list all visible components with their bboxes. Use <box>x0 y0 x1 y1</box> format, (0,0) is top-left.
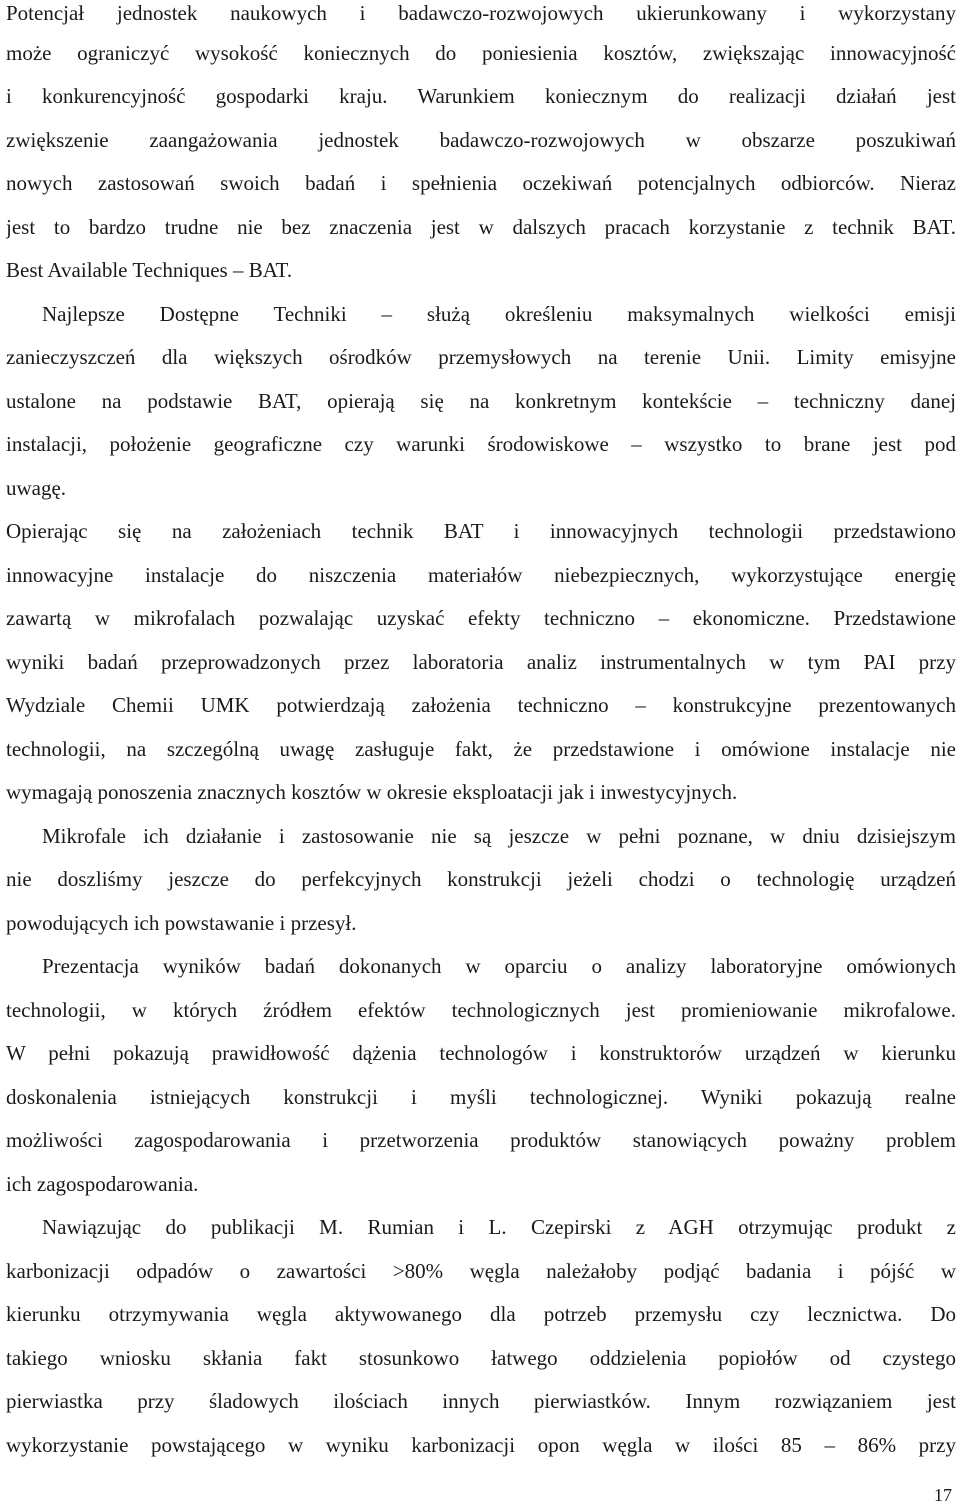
text-line: jest to bardzo trudne nie bez znaczenia jest w dalszych pracach korzystanie z technik BAT. <box>6 215 956 239</box>
text-line: Opierając się na założeniach technik BAT i innowacyjnych technologii przedstawiono <box>6 519 956 543</box>
text-line: nowych zastosowań swoich badań i spełnienia oczekiwań potencjalnych odbiorców. Nieraz <box>6 171 956 195</box>
text-line: takiego wniosku skłania fakt stosunkowo łatwego oddzielenia popiołów od czystego <box>6 1346 956 1370</box>
text-line: W pełni pokazują prawidłowość dążenia technologów i konstruktorów urządzeń w kierunku <box>6 1041 956 1065</box>
text-line: zwiększenie zaangażowania jednostek badawczo-rozwojowych w obszarze poszukiwań <box>6 128 956 152</box>
text-line: kierunku otrzymywania węgla aktywowanego dla potrzeb przemysłu czy lecznictwa. Do <box>6 1302 956 1326</box>
text-line: technologii, na szczególną uwagę zasługuje fakt, że przedstawione i omówione instalacje nie <box>6 737 956 761</box>
text-line: Wydziale Chemii UMK potwierdzają założenia techniczno – konstrukcyjne prezentowanych <box>6 693 956 717</box>
text-line: Potencjał jednostek naukowych i badawczo-rozwojowych ukierunkowany i wykorzystany <box>6 1 956 25</box>
text-line: innowacyjne instalacje do niszczenia materiałów niebezpiecznych, wykorzystujące energię <box>6 563 956 587</box>
text-line: Najlepsze Dostępne Techniki – służą określeniu maksymalnych wielkości emisji <box>42 302 956 326</box>
text-line: nie doszliśmy jeszcze do perfekcyjnych konstrukcji jeżeli chodzi o technologię urządzeń <box>6 867 956 891</box>
text-line: wykorzystanie powstającego w wyniku karbonizacji opon węgla w ilości 85 – 86% przy <box>6 1433 956 1457</box>
text-line: może ograniczyć wysokość koniecznych do poniesienia kosztów, zwiększając innowacyjność <box>6 41 956 65</box>
text-line: powodujących ich powstawanie i przesył. <box>6 911 357 935</box>
text-line: możliwości zagospodarowania i przetworzenia produktów stanowiących poważny problem <box>6 1128 956 1152</box>
text-line: ich zagospodarowania. <box>6 1172 199 1196</box>
text-line: ustalone na podstawie BAT, opierają się na konkretnym kontekście – techniczny danej <box>6 389 956 413</box>
text-line: Best Available Techniques – BAT. <box>6 258 293 282</box>
text-line: zawartą w mikrofalach pozwalając uzyskać efekty techniczno – ekonomiczne. Przedstawione <box>6 606 956 630</box>
text-line: wymagają ponoszenia znacznych kosztów w okresie eksploatacji jak i inwestycyjnych. <box>6 780 738 804</box>
text-line: wyniki badań przeprowadzonych przez laboratoria analiz instrumentalnych w tym PAI przy <box>6 650 956 674</box>
text-line: instalacji, położenie geograficzne czy warunki środowiskowe – wszystko to brane jest pod <box>6 432 956 456</box>
text-line: technologii, w których źródłem efektów technologicznych jest promieniowanie mikrofalowe. <box>6 998 956 1022</box>
text-line: Nawiązując do publikacji M. Rumian i L. Czepirski z AGH otrzymując produkt z <box>42 1215 956 1239</box>
text-line: uwagę. <box>6 476 67 500</box>
text-line: karbonizacji odpadów o zawartości >80% węgla należałoby podjąć badania i pójść w <box>6 1259 956 1283</box>
text-line: Mikrofale ich działanie i zastosowanie nie są jeszcze w pełni poznane, w dniu dzisiejszym <box>42 824 956 848</box>
text-line: pierwiastka przy śladowych ilościach innych pierwiastków. Innym rozwiązaniem jest <box>6 1389 956 1413</box>
text-line: zanieczyszczeń dla większych ośrodków przemysłowych na terenie Unii. Limity emisyjne <box>6 345 956 369</box>
text-line: doskonalenia istniejących konstrukcji i myśli technologicznej. Wyniki pokazują realne <box>6 1085 956 1109</box>
page-number: 17 <box>934 1485 952 1505</box>
text-line: Prezentacja wyników badań dokonanych w oparciu o analizy laboratoryjne omówionych <box>42 954 956 978</box>
text-line: i konkurencyjność gospodarki kraju. Warunkiem koniecznym do realizacji działań jest <box>6 84 956 108</box>
